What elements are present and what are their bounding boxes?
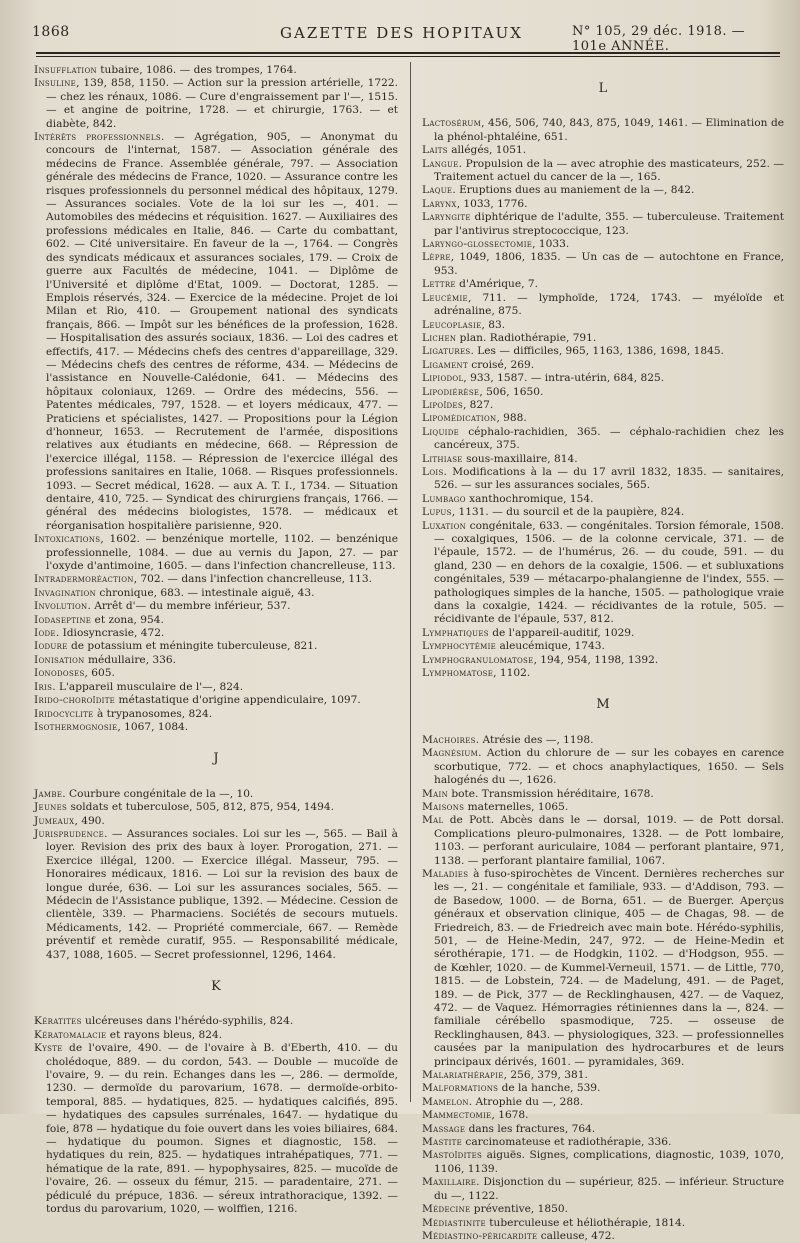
- entry-text: . Idiosyncrasie, 472.: [55, 627, 165, 640]
- index-entry: [34, 640, 398, 653]
- entry-keyword: Lymphomatose: [422, 667, 494, 680]
- index-entry: [422, 158, 784, 185]
- index-entry: [422, 345, 784, 358]
- index-entry: [422, 1096, 784, 1109]
- entry-text: céphalo-rachidien, 365. — céphalo-rachidien chez les cancéreux, 375.: [434, 425, 784, 452]
- entry-keyword: Lumbago: [422, 492, 466, 505]
- index-entry: [422, 1230, 784, 1243]
- entry-text: dans les fractures, 764.: [465, 1122, 596, 1135]
- index-entry: [34, 77, 398, 131]
- entry-text: . Eruptions dues au maniement de la —, 842.: [452, 184, 695, 197]
- entry-keyword: Maladies: [422, 867, 469, 880]
- index-entry: [34, 801, 398, 814]
- section-letter: J: [213, 751, 219, 767]
- entry-keyword: Jumeaux: [34, 814, 75, 827]
- entry-keyword: Isothermognosie: [34, 720, 118, 733]
- entry-keyword: Ionisation: [34, 653, 85, 666]
- entry-keyword: Lupus: [422, 506, 452, 519]
- entry-text: bote. Transmission héréditaire, 1678.: [448, 787, 654, 800]
- entry-text: . Courbure congénitale de la —, 10.: [62, 787, 254, 800]
- entry-keyword: Lichen: [422, 331, 457, 344]
- entry-keyword: Iridocyclite: [34, 707, 94, 720]
- index-entry: [34, 654, 398, 667]
- entry-text: xanthochromique, 154.: [465, 492, 594, 505]
- index-entry: [34, 681, 398, 694]
- entry-text: , 1131. — du sourcil et de la paupière, 824.: [451, 506, 685, 519]
- entry-text: de Pott. Abcès dans le — dorsal, 1019. — de Pott dorsal. Complications pleuro-pulmonaires, 1328. — de Pott lombaire, 1103. — perforant auriculaire, 1084 — perforant plantaire, 971, 1138. — perforant plantaire familial, 1067.: [434, 814, 784, 867]
- entry-text: de potassium et méningite tuberculeuse, 821.: [67, 640, 318, 653]
- entry-keyword: Iode: [34, 627, 56, 640]
- index-entry: [422, 747, 784, 787]
- index-entry: [34, 600, 398, 613]
- entry-keyword: Laryngo-glossectomie: [422, 238, 533, 251]
- entry-text: , 1033.: [532, 238, 570, 251]
- entry-keyword: Lettre: [422, 278, 456, 291]
- entry-keyword: Laque: [422, 184, 453, 197]
- entry-keyword: Ionodoses: [34, 667, 85, 680]
- entry-keyword: Lipodiérèse: [422, 385, 480, 398]
- entry-text: tuberculeuse et héliothérapie, 1814.: [485, 1216, 686, 1229]
- entry-keyword: Main: [422, 787, 448, 800]
- index-entry: [422, 1203, 784, 1216]
- index-entry: [34, 721, 398, 734]
- entry-text: médullaire, 336.: [84, 653, 177, 666]
- entry-keyword: Lymphatiques: [422, 626, 489, 639]
- entry-keyword: Insufflation: [34, 64, 97, 76]
- entry-keyword: Iris: [34, 680, 53, 693]
- entry-keyword: Massage: [422, 1122, 466, 1135]
- index-entry: [422, 1109, 784, 1122]
- entry-keyword: Mal: [422, 814, 444, 827]
- entry-keyword: Magnésium: [422, 747, 479, 760]
- entry-text: , 988.: [496, 412, 527, 425]
- entry-keyword: Lactosérum: [422, 117, 482, 130]
- entry-keyword: Luxation: [422, 519, 467, 532]
- entry-keyword: Mastite: [422, 1136, 463, 1149]
- entry-text: et zona, 954.: [91, 613, 164, 626]
- section-letter: K: [211, 979, 221, 994]
- entry-text: de l'appareil-auditif, 1029.: [488, 626, 635, 639]
- entry-keyword: Jambe: [34, 787, 63, 800]
- entry-text: croisé, 269.: [467, 358, 535, 371]
- index-entry: [422, 184, 784, 197]
- entry-keyword: Leucoplasie: [422, 318, 482, 331]
- entry-text: soldats et tuberculose, 505, 812, 875, 954, 1494.: [67, 801, 335, 814]
- entry-text: congénitale, 633. — congénitales. Torsion fémorale, 1508. — coxalgiques, 1506. — de la colonne cervicale, 371. — de l'épaule, 1572. — de l'humérus, 26. — du coude, 591. — du gland, 230 — en dehors de la coxalgie, 1506. — et subluxations congénitales, 539 — métacarpo-phalangienne de l'index, 555. — pathologiques simples de la hanche, 1505. — pathologique vraie dans la coxalgie, 1424. — récidivantes de la rotule, 505. — récidivante de l'épaule, 537, 812.: [434, 519, 784, 626]
- entry-keyword: Irido-choroïdite: [34, 694, 116, 707]
- entry-text: , 194, 954, 1198, 1392.: [533, 653, 659, 666]
- index-entry: [422, 506, 784, 519]
- entry-text: . Disjonction du — supérieur, 825. — inférieur. Structure du —, 1122.: [434, 1176, 784, 1202]
- index-entry: [34, 131, 398, 533]
- index-entry: [422, 788, 784, 801]
- index-entry: [422, 211, 784, 238]
- section-letter: M: [596, 697, 610, 713]
- header-rule: [36, 52, 780, 54]
- index-entry: [422, 868, 784, 1069]
- index-entry: [34, 1042, 398, 1216]
- entry-keyword: Maxillaire: [422, 1176, 477, 1189]
- entry-text: maternelles, 1065.: [464, 800, 569, 813]
- entry-text: ulcéreuses dans l'hérédo-syphilis, 824.: [81, 1015, 294, 1028]
- entry-text: . — Assurances sociales. Loi sur les —, 565. — Bail à loyer. Revision des prix des baux à loyer. Prorogation, 271. — Exercice illégal, 1200. — Exercice illégal. Masseur, 795. — Honoraires médicaux, 1816. — Loi sur la revision des baux de longue durée, 636. — Loi sur les assurances sociales, 565. — Médecin de l'Assistance publique, 1392. — Médecine. Cession de clientèle, 339. — Pharmaciens. Sociétés de secours mutuels. Médicaments, 142. — Propriété commerciale, 667. — Remède préventif et remède curatif, 955. — Responsabilité médicale, 437, 1088, 1605. — Secret professionnel, 1296, 1464.: [46, 827, 398, 961]
- index-entry: [34, 708, 398, 721]
- entry-text: de l'ovaire, 490. — de l'ovaire à B. d'Eberth, 410. — du cholédoque, 889. — du cordon, 543. — Double — mucoïde de l'ovaire, 9. — du rein. Echanges dans les —, 286. — dermoïde, 1230. — dermoïde du parovarium, 1678. — dermoïde-orbito-temporal, 885. — hydatiques, 825. — hydatiques calcifiés, 895. — hydatiques des capsules surrénales, 1647. — hydatique du foie, 878 — hydatique du foie ouvert dans les voies biliaires, 684. — hydatique du poumon. Signes et diagnostic, 158. — hydatiques du rein, 825. — hydatiques intrahépatiques, 771. — hématique de la rate, 891. — hypophysaires, 825. — mucoïde de l'ovaire, 26. — osseux du fémur, 215. — paradentaire, 271. — pédiculé du prépuce, 1836. — séreux intrathoracique, 1392. — tordus du parovarium, 1020, — wolffien, 1216.: [46, 1042, 398, 1216]
- index-entry: [422, 1217, 784, 1230]
- index-entry: [422, 453, 784, 466]
- entry-keyword: Insuline: [34, 77, 77, 90]
- entry-keyword: Malariathérapie: [422, 1069, 504, 1082]
- entry-text: , 702. — dans l'infection chancrelleuse, 113.: [133, 573, 372, 586]
- index-entry: [422, 654, 784, 667]
- entry-keyword: Invagination: [34, 586, 96, 599]
- index-entry: [422, 292, 784, 319]
- right-column: [422, 64, 784, 1243]
- index-entry: [422, 372, 784, 385]
- index-entry: [422, 426, 784, 453]
- entry-text: métastatique d'origine appendiculaire, 1097.: [115, 694, 361, 707]
- entry-text: , 139, 858, 1150. — Action sur la pression artérielle, 1722. — chez les rénaux, 1086. — Cure d'engraissement par l'—, 1515. — et angine de poitrine, 1728. — et chirurgie, 1763. — et diabète, 842.: [46, 77, 398, 130]
- entry-keyword: Médiastinite: [422, 1216, 486, 1229]
- index-entry: [34, 788, 398, 801]
- index-entry: [422, 493, 784, 506]
- index-entry: [34, 815, 398, 828]
- page-header: [20, 20, 780, 52]
- entry-keyword: Larynx: [422, 197, 457, 210]
- entry-keyword: Liquide: [422, 425, 460, 438]
- entry-keyword: Lipiodol: [422, 372, 464, 385]
- entry-keyword: Lipomédication: [422, 412, 497, 425]
- entry-text: , 711. — lymphoïde, 1724, 1743. — myéloïde et adrénaline, 875.: [434, 291, 784, 318]
- index-entry: [422, 627, 784, 640]
- index-entry: [422, 117, 784, 144]
- entry-keyword: Laits: [422, 144, 448, 157]
- entry-keyword: Machoires: [422, 733, 476, 746]
- index-entry: [422, 144, 784, 157]
- index-entry: [34, 1015, 398, 1028]
- entry-text: sous-maxillaire, 814.: [462, 452, 578, 465]
- entry-text: . Propulsion de la — avec atrophie des masticateurs, 252. — Traitement actuel du cancer de la —, 165.: [434, 157, 784, 184]
- entry-keyword: Médecine: [422, 1203, 471, 1216]
- entry-keyword: Lithiase: [422, 452, 463, 465]
- entry-text: à trypanosomes, 824.: [93, 707, 213, 720]
- entry-keyword: Lèpre: [422, 251, 451, 264]
- entry-text: aiguës. Signes, complications, diagnostic, 1039, 1070, 1106, 1139.: [434, 1149, 784, 1175]
- entry-text: chronique, 683. — intestinale aiguë, 43.: [96, 586, 315, 599]
- index-entry: [34, 828, 398, 962]
- entry-text: , 256, 379, 381.: [503, 1069, 588, 1082]
- issue-info: N° 105, 29 déc. 1918. — 101e ANNÉE.: [572, 24, 746, 54]
- entry-text: carcinomateuse et radiothérapie, 336.: [462, 1136, 672, 1149]
- journal-title: GAZETTE DES HOPITAUX: [280, 24, 523, 42]
- index-entry: [422, 332, 784, 345]
- entry-keyword: Ligatures: [422, 345, 471, 358]
- index-entry: [422, 466, 784, 493]
- index-entry: [422, 1136, 784, 1149]
- index-entry: [422, 640, 784, 653]
- column-divider: [410, 62, 411, 1102]
- left-column: [34, 64, 398, 1217]
- header-rule-thin: [36, 56, 780, 57]
- entry-keyword: Mamelon: [422, 1095, 469, 1108]
- index-entry: [422, 801, 784, 814]
- entry-keyword: Jurisprudence: [34, 827, 105, 840]
- entry-keyword: Laryngite: [422, 211, 471, 224]
- index-entry: [34, 64, 398, 77]
- entry-keyword: Intérêts professionnels: [34, 131, 161, 144]
- entry-keyword: Lymphogranulomatose: [422, 653, 534, 666]
- entry-text: à fuso-spirochètes de Vincent. Dernières recherches sur les —, 21. — congénitale et familiale, 933. — d'Addison, 793. — de Basedow, 1000. — de Borna, 651. — de Buerger. Aperçus généraux et observation clinique, 405 — de Chagas, 98. — de Friedreich, 83. — de Friedreich avec main bote. Hérédo-syphilis, 501, — de Heine-Medin, 247, 972. — de Heine-Medin et sérothérapie, 171. — de Hodgkin, 1102. — d'Hodgson, 955. — de Kœhler, 1020. — de Kummel-Verneuil, 1571. — de Little, 770, 1815. — de Lobstein, 724. — de Madelung, 491. — de Paget, 189. — de Pick, 377 — de Recklinghausen, 427. — de Vaquez, 472. — de Vaquez. Hémorragies rétiniennes dans la —, 824. — familiale cérébello spasmodique, 725. — osseuse de Recklinghausen, 843. — physiologiques, 323. — professionnelles causées par la manipulation des hydrocarbures et de leurs principaux dérivés, 1601. — pyramidales, 369.: [434, 867, 784, 1068]
- entry-keyword: Ligament: [422, 358, 468, 371]
- entry-text: , 1602. — benzénique mortelle, 1102. — benzénique professionnelle, 1084. — due au vernis du Japon, 27. — par l'oxyde d'antimoine, 1605. — dans l'infection chancrelleuse, 113.: [46, 533, 398, 573]
- entry-text: . — Agrégation, 905, — Anonymat du concours de l'internat, 1587. — Association générale des médecins de France. Assemblée générale, 797. — Association générale des médecins de France, 1020. — Assurance contre les risques professionnels du personnel médical des hôpitaux, 1279. — Assurances sociales. Vote de la loi sur les —, 401. — Automobiles des médecins et réquisition. 1627. — Auxiliaires des professions médicales en Italie, 846. — Carte du combattant, 602. — Cité universitaire. En faveur de la —, 1764. — Congrès des syndicats médicaux et assurances sociales, 179. — Croix de guerre aux Facultés de médecine, 1041. — Diplôme de l'Université et diplôme d'Etat, 1009. — Doctorat, 1285. — Emplois réservés, 324. — Exercice de la médecine. Projet de loi Milan et Rio, 410. — Groupement national des syndicats français, 866. — Impôt sur les bénéfices de la profession, 1628. — Hospitalisation des assurés sociaux, 1836. — Loi des cadres et effectifs, 417. — Médecins chefs des centres d'appareillage, 329. — Médecins chefs des centres de réforme, 434. — Médecins de l'assistance en Nouvelle-Calédonie, 641. — Médecins des hôpitaux coloniaux, 1269. — Ordre des médecins, 556. — Patentes médicales, 797, 1528. — et loyers médicaux, 477. — Praticiens et spécialistes, 1427. — Propositions pour la Légion d'honneur, 1653. — Recrutement de l'armée, dispositions relatives aux étudiants en médecine, 668. — Répression de l'exercice illégal, 1158. — Répression de l'exercice illégal des professions sanitaires en Italie, 1068. — Risques professionnels. 1093. — Secret médical, 1628. — aux A. T. I., 1734. — Situation dentaire, 410, 725. — Syndicat des chirurgiens français, 1766. — général des médecins biologistes, 1578. — médicaux et réorganisation hospitalière parisienne, 920.: [46, 131, 398, 532]
- entry-keyword: Leucémie: [422, 291, 468, 304]
- entry-text: plan. Radiothérapie, 791.: [456, 331, 597, 344]
- index-entry: [422, 399, 784, 412]
- entry-keyword: Mammectomie: [422, 1109, 492, 1122]
- entry-text: , 83.: [481, 318, 506, 331]
- entry-text: , 605.: [84, 667, 115, 680]
- entry-keyword: Maisons: [422, 800, 465, 813]
- entry-keyword: Malformations: [422, 1082, 499, 1095]
- entry-text: , 1033, 1776.: [456, 197, 528, 210]
- entry-text: d'Amérique, 7.: [455, 278, 538, 291]
- page-number: 1868: [32, 24, 70, 40]
- entry-text: . L'appareil musculaire de l'—, 824.: [52, 680, 244, 693]
- entry-keyword: Intradermoréaction: [34, 573, 134, 586]
- index-entry: [422, 198, 784, 211]
- index-entry: [34, 627, 398, 640]
- index-entry: [422, 1123, 784, 1136]
- entry-keyword: Involution: [34, 600, 88, 613]
- entry-text: allégés, 1051.: [447, 144, 527, 157]
- entry-keyword: Médiastino-péricardite: [422, 1229, 538, 1242]
- entry-text: tubaire, 1086. — des trompes, 1764.: [96, 64, 297, 76]
- entry-text: . Atrésie des —, 1198.: [475, 733, 594, 746]
- entry-text: . Arrêt d'— du membre inférieur, 537.: [87, 600, 291, 613]
- section-letter: L: [598, 81, 608, 96]
- entry-text: . Les — difficiles, 965, 1163, 1386, 1698, 1845.: [470, 345, 724, 358]
- entry-text: préventive, 1850.: [470, 1203, 568, 1216]
- entry-text: , 490.: [74, 814, 105, 827]
- entry-text: de la hanche, 539.: [498, 1082, 601, 1095]
- entry-text: aleucémique, 1743.: [496, 640, 605, 653]
- index-entry: [34, 614, 398, 627]
- index-entry: [422, 1069, 784, 1082]
- entry-keyword: Kératites: [34, 1015, 82, 1028]
- index-entry: [34, 1029, 398, 1042]
- entry-keyword: Intoxications: [34, 533, 101, 546]
- index-entry: [422, 359, 784, 372]
- entry-keyword: Jeunes: [34, 801, 68, 814]
- entry-keyword: Lois: [422, 465, 444, 478]
- entry-text: . Modifications à la — du 17 avril 1832, 1835. — sanitaires, 526. — sur les assurances sociales, 565.: [434, 465, 784, 492]
- index-entry: [34, 533, 398, 573]
- index-entry: [422, 1176, 784, 1203]
- entry-text: , 1102.: [493, 667, 531, 680]
- entry-text: , 827.: [462, 398, 494, 411]
- entry-keyword: Kyste: [34, 1042, 63, 1055]
- entry-text: . Action du chlorure de — sur les cobayes en carence scorbutique, 772. — et chocs anaphylactiques, 1650. — Sels halogénés du —, 1626.: [434, 747, 784, 787]
- entry-text: , 456, 506, 740, 843, 875, 1049, 1461. — Elimination de la phénol-phtaléine, 651.: [434, 117, 784, 143]
- entry-text: et rayons bleus, 824.: [106, 1028, 223, 1041]
- index-entry: [422, 278, 784, 291]
- entry-keyword: Kératomalacie: [34, 1028, 107, 1041]
- entry-text: , 1067, 1084.: [117, 720, 189, 733]
- entry-text: , 1049, 1806, 1835. — Un cas de — autochtone en France, 953.: [434, 251, 784, 277]
- index-entry: [422, 1149, 784, 1176]
- entry-keyword: Iodure: [34, 640, 68, 653]
- entry-keyword: Lipoïdes: [422, 398, 463, 411]
- index-entry: [34, 587, 398, 600]
- index-entry: [422, 412, 784, 425]
- index-entry: [422, 667, 784, 680]
- index-entry: [34, 667, 398, 680]
- index-entry: [422, 238, 784, 251]
- entry-text: calleuse, 472.: [537, 1229, 615, 1242]
- entry-keyword: Langue: [422, 157, 459, 170]
- entry-text: , 1678.: [491, 1109, 529, 1122]
- index-entry: [422, 386, 784, 399]
- entry-keyword: Lymphocytémie: [422, 640, 497, 653]
- index-entry: [422, 520, 784, 627]
- entry-text: diphtérique de l'adulte, 355. — tuberculeuse. Traitement par l'antivirus streptococcique, 123.: [434, 211, 784, 237]
- index-entry: [422, 814, 784, 868]
- entry-text: , 506, 1650.: [479, 385, 544, 398]
- index-entry: [34, 694, 398, 707]
- index-entry: [422, 319, 784, 332]
- index-entry: [422, 1082, 784, 1095]
- entry-text: , 933, 1587. — intra-utérin, 684, 825.: [463, 372, 665, 385]
- entry-keyword: Mastoïdites: [422, 1149, 483, 1162]
- index-entry: [34, 573, 398, 586]
- index-entry: [422, 251, 784, 278]
- entry-text: . Atrophie du —, 288.: [468, 1095, 584, 1108]
- entry-keyword: Iodaseptine: [34, 613, 92, 626]
- index-entry: [422, 734, 784, 747]
